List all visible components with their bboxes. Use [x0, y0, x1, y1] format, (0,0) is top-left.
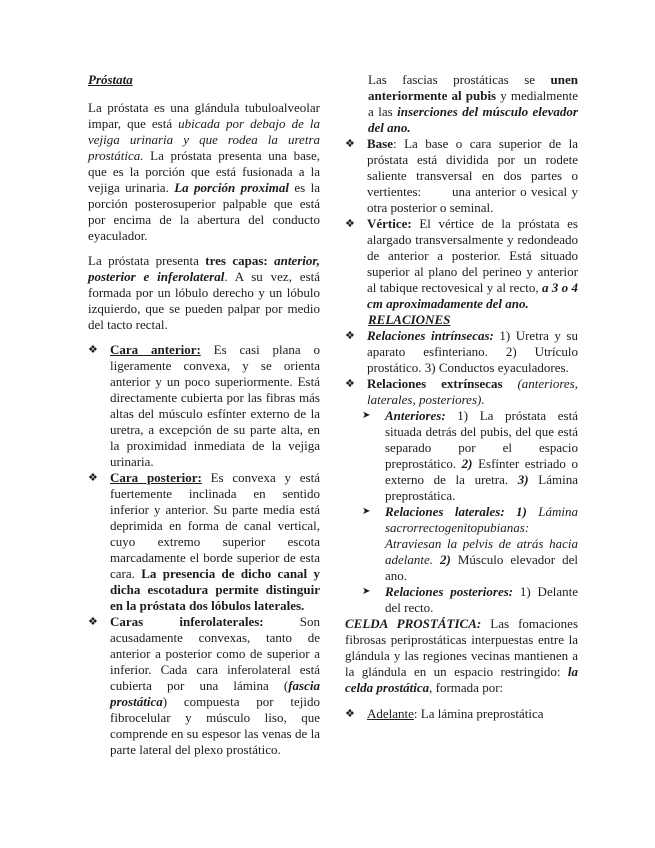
diamond-bullet-icon: ❖ [345, 378, 355, 390]
bullet-text: Cara anterior: Es casi plana o ligeramente convexa, y se orienta anterior y un poco superiormente. Está directamente cubierta por las fibras más altas del músculo esfínter externo de la uretra, a excepción de su parte alta, en la proximidad inmediata de la vejiga urinaria. [110, 342, 321, 469]
diamond-bullet-icon: ❖ [345, 218, 355, 230]
diamond-bullet-icon: ❖ [88, 344, 98, 356]
paragraph-tres-capas: La próstata presenta tres capas: anterior, posterior e inferolateral. A su vez, está formada por un lóbulo derecho y un lóbulo izquierdo, que se pueden palpar por medio del tacto rectal. [88, 253, 321, 332]
relaciones-heading: RELACIONES [368, 312, 451, 327]
bullet-caras-inferolaterales [88, 614, 320, 758]
arrow-bullet-icon: ➤ [362, 410, 371, 421]
diamond-bullet-icon: ❖ [345, 138, 355, 150]
bullet-adelante [345, 706, 578, 722]
paragraph-prostata-intro: La próstata es una glándula tubuloalveolar impar, que está ubicada por debajo de la vejiga urinaria y que rodea la uretra prostática. La próstata presenta una base, que es la porción que está fusionada a la vejiga urinaria. La porción proximal es la porción posterosuperior palpable que está por encima de la abertura del conducto eyaculador. [88, 100, 321, 243]
sub-bullet-relaciones-posteriores [362, 584, 578, 616]
bullet-relaciones-extrinsecas [345, 376, 578, 408]
bullet-text: Relaciones extrínsecas (anteriores, laterales, posteriores). [367, 376, 578, 407]
bullet-text: Relaciones laterales: 1) Lámina sacrorrectogenitopubianas: Atraviesan la pelvis de atrás hacia adelante. 2) Músculo elevador del ano. [385, 504, 578, 583]
bullet-cara-anterior [88, 342, 320, 470]
bullet-text: Anteriores: 1) La próstata está situada detrás del pubis, del que está separado por el espacio preprostático. 2) Esfínter estriado o externo de la uretra. 3) Lámina preprostática. [385, 408, 578, 503]
bullet-vertice [345, 216, 578, 312]
bullet-text: Caras inferolaterales: Son acusadamente convexas, tanto de anterior a posterior como de superior a inferior. Cada cara inferolateral está cubierta por una lámina (fascia prostática) compuesta por tejido fibrocelular y músculo liso, que comprende en su espesor las venas de la parte lateral del plexo prostático. [110, 614, 320, 757]
right-column [345, 72, 578, 758]
diamond-bullet-icon: ❖ [88, 616, 98, 628]
sub-bullet-anteriores [362, 408, 578, 504]
bullet-base [345, 136, 578, 216]
bullet-text: Relaciones posteriores: 1) Delante del recto. [385, 584, 578, 615]
sub-bullet-relaciones-laterales [362, 504, 578, 584]
bullet-cara-posterior [88, 470, 320, 614]
bullet-text: Base: La base o cara superior de la próstata está dividida por un rodete saliente transversal en dos partes o vertientes: una anterior o vesical y otra posterior o seminal. [367, 136, 578, 215]
paragraph-fascias: Las fascias prostáticas se unen anteriormente al pubis y medialmente a las inserciones del músculo elevador del ano. [368, 72, 578, 135]
diamond-bullet-icon: ❖ [88, 472, 98, 484]
left-column [88, 72, 320, 758]
diamond-bullet-icon: ❖ [345, 708, 355, 720]
bullet-text: Adelante: La lámina preprostática [367, 706, 544, 721]
bullet-text: Vértice: El vértice de la próstata es alargado transversalmente y redondeado de anterior a posterior. Está situado superior al plano del perineo y anterior al tabique rectovesical y al recto, a 3 o 4 cm aproximadamente del ano. [367, 216, 578, 311]
bullet-relaciones-intrinsecas [345, 328, 578, 376]
paragraph-celda-prostatica: CELDA PROSTÁTICA: Las fomaciones fibrosas periprostáticas interpuestas entre la glándula y las regiones vecinas mantienen a la glándula en un espacio restringido: la celda prostática, formada por: [345, 616, 578, 695]
arrow-bullet-icon: ➤ [362, 586, 371, 597]
diamond-bullet-icon: ❖ [345, 330, 355, 342]
bullet-text: Relaciones intrínsecas: 1) Uretra y su aparato esfinteriano. 2) Utrículo prostático. 3) Conductos eyaculadores. [367, 328, 578, 375]
document-title: Próstata [88, 72, 133, 87]
arrow-bullet-icon: ➤ [362, 506, 371, 517]
bullet-text: Cara posterior: Es convexa y está fuertemente inclinada en sentido inferior y anterior. Su parte media está deprimida en forma de canal vertical, cuyo extremo superior escota marcadamente el borde superior de esta cara. La presencia de dicho canal y dicha escotadura permite distinguir en la próstata dos lóbulos laterales. [110, 470, 321, 613]
